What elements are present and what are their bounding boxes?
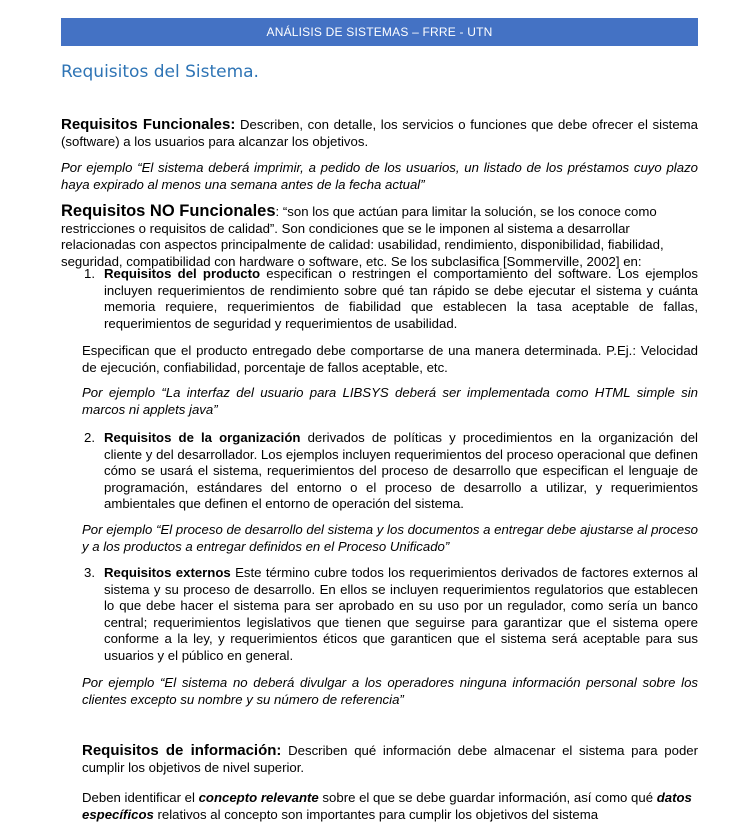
externos-example: Por ejemplo “El sistema no deberá divulgar a los operadores ninguna información personal sobre los clientes excepto su nombre y su número de referencia” — [82, 675, 698, 707]
funcionales-example: Por ejemplo “El sistema deberá imprimir, a pedido de los usuarios, un listado de los préstamos cuyo plazo haya expirado al menos una semana antes de la fecha actual” — [61, 160, 698, 192]
informacion-paragraph — [82, 743, 698, 776]
producto-label: Requisitos del producto — [104, 266, 261, 281]
informacion-p2-post: relativos al concepto son importantes para cumplir los objetivos del sistema — [153, 806, 599, 822]
page-header-banner — [61, 18, 698, 46]
organizacion-example: Por ejemplo “El proceso de desarrollo del sistema y los documentos a entregar debe ajustarse al proceso y a los productos a entregar definidos en el Proceso Unificado” — [82, 522, 698, 554]
informacion-p2-mid: sobre el que se debe guardar información, así como qué — [318, 790, 657, 805]
datos-especificos: datos específicos — [82, 790, 692, 822]
concepto-relevante: concepto relevante — [198, 790, 319, 805]
organizacion-label: Requisitos de la organización — [104, 430, 301, 445]
header-text: ANÁLISIS DE SISTEMAS – FRRE - UTN — [266, 25, 493, 39]
informacion-paragraph-2 — [82, 790, 698, 823]
list-number-1: 1. — [84, 266, 95, 281]
informacion-label: Requisitos de información: — [82, 742, 282, 759]
page-title: Requisitos del Sistema. — [61, 62, 259, 82]
producto-text: especifican o restringen el comportamiento del software. Los ejemplos incluyen requerimientos de rendimiento sobre qué tan rápido se debe ejecutar el sistema y cuánta memoria requiere, requerimientos de fiabilidad que establecen la tasa aceptable de fallas, requerimientos de seguridad y requerimientos de usabilidad. — [104, 266, 698, 331]
list-number-3: 3. — [84, 565, 95, 580]
list-item-externos — [104, 565, 698, 664]
no-funcionales-paragraph — [61, 203, 698, 270]
externos-text: Este término cubre todos los requerimientos derivados de factores externos al sistema y su proceso de desarrollo. En ellos se incluyen requerimientos regulatorios que establecen lo que debe hacer el sistema para ser aprobado en su uso por un regulador, como sería un banco central; requerimientos legislativos que tienen que seguirse para garantizar que el sistema opere conforme a la ley, y requerimientos éticos que garanticen que el sistema será aceptable para sus usuarios y el público en general. — [104, 565, 698, 663]
list-number-2: 2. — [84, 430, 95, 445]
externos-label: Requisitos externos — [104, 565, 231, 580]
producto-extra: Especifican que el producto entregado debe comportarse de una manera determinada. P.Ej.: Velocidad de ejecución, confiabilidad, porcentaje de fallos aceptable, etc. — [82, 343, 698, 375]
producto-example: Por ejemplo “La interfaz del usuario para LIBSYS deberá ser implementada como HTML simple sin marcos ni applets java” — [82, 385, 698, 417]
list-item-organizacion — [104, 430, 698, 513]
informacion-text: Describen qué información debe almacenar el sistema para poder cumplir los objetivos de nivel superior. — [82, 743, 699, 775]
funcionales-text: Describen, con detalle, los servicios o funciones que debe ofrecer el sistema (software) a los usuarios para alcanzar los objetivos. — [61, 117, 698, 149]
informacion-p2-pre: Deben identificar el — [82, 790, 199, 805]
funcionales-label: Requisitos Funcionales: — [61, 116, 236, 133]
funcionales-paragraph — [61, 117, 698, 150]
no-funcionales-label: Requisitos NO Funcionales — [61, 202, 276, 220]
list-item-producto — [104, 266, 698, 332]
no-funcionales-text: : “son los que actúan para limitar la solución, se los conoce como restricciones o requisitos de calidad”. Son condiciones que se le imponen al sistema a desarrollar relacionadas con aspectos principalmente de calidad: usabilidad, rendimiento, disponibilidad, fiabilidad, seguridad, compatibilidad con hardware o software, etc. Se los subclasifica [Sommerville, 2002] en: — [61, 204, 664, 269]
organizacion-text: derivados de políticas y procedimientos en la organización del cliente y del desarrollador. Los ejemplos incluyen requerimientos del proceso operacional que definen cómo se usará el sistema, requerimientos del proceso de desarrollo que especifican el lenguaje de programación, estándares del entorno o el proceso de desarrollo a utilizar, y requerimientos ambientales que definen el entorno de operación del sistema. — [104, 430, 698, 511]
